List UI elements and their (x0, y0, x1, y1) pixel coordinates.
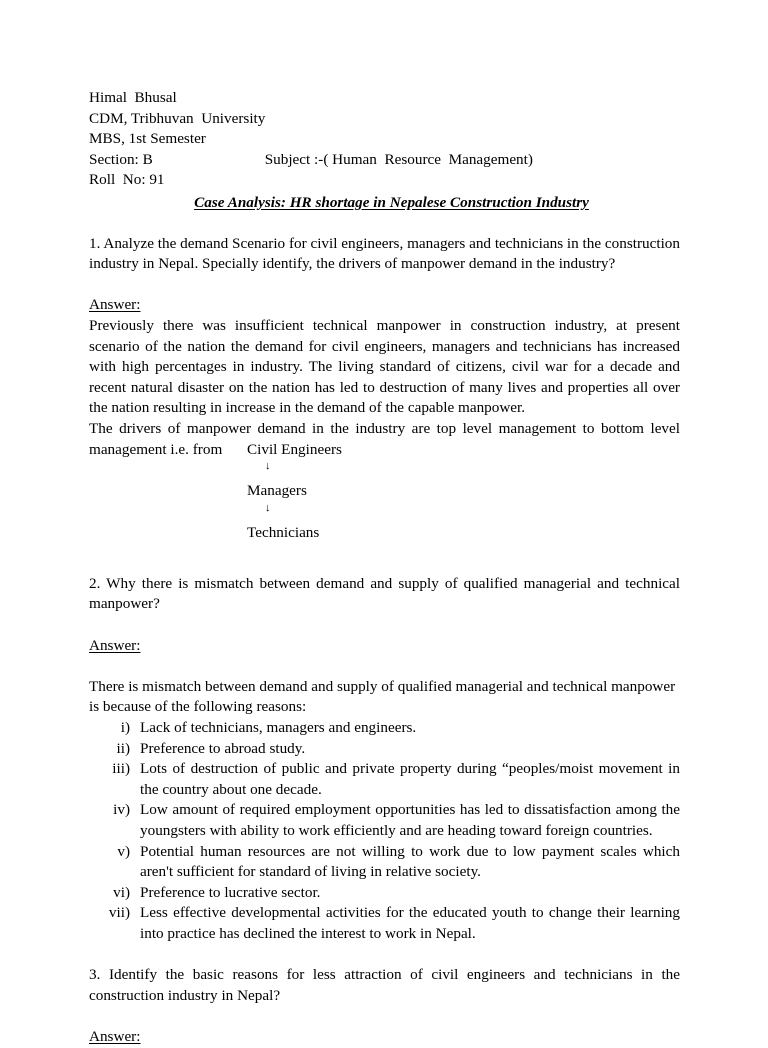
institution-line: CDM, Tribhuvan University (89, 109, 266, 127)
question-2-text: 2. Why there is mismatch between demand and supply of qualified managerial and technical manpower? (89, 574, 680, 613)
page-title: Case Analysis: HR shortage in Nepalese Construction Industry (194, 193, 589, 211)
flow-node-technicians: Technicians (247, 523, 320, 541)
list-item-text: Lots of destruction of public and private property during “peoples/moist movement in the country about one decade. (140, 760, 680, 798)
list-item (89, 739, 680, 760)
flow-node-managers: Managers (247, 482, 307, 500)
answer-2-intro: There is mismatch between demand and supply of qualified managerial and technical manpower is because of the following reasons: (89, 677, 676, 716)
answer-label-2 (89, 636, 680, 657)
spacer (89, 473, 680, 481)
list-item-text: Potential human resources are not willing to work due to low payment scales which aren't sufficient for standard of living in relative society. (140, 842, 680, 881)
list-marker: iv) (113, 801, 130, 819)
spacer (89, 275, 680, 296)
list-item-text: Less effective developmental activities for the educated youth to change their learning into practice has declined the interest to work in Nepal. (140, 904, 680, 942)
document-content (89, 88, 680, 1048)
spacer (89, 515, 680, 523)
down-arrow-icon: ↓ (265, 501, 271, 514)
spacer (89, 543, 680, 564)
list-item-text: Lack of technicians, managers and engineers. (140, 719, 417, 737)
section-subject-line (89, 150, 680, 171)
list-item (89, 718, 680, 739)
list-marker: vi) (113, 883, 130, 901)
answer-label-3 (89, 1027, 680, 1048)
list-item-text: Preference to abroad study. (140, 739, 306, 757)
list-item (89, 759, 680, 800)
list-marker: v) (117, 842, 130, 860)
question-1-text: 1. Analyze the demand Scenario for civil engineers, managers and technicians in the construction industry in Nepal. Specially identify, the drivers of manpower demand in the industry? (89, 234, 680, 273)
spacer (89, 945, 680, 966)
list-marker: iii) (112, 760, 130, 778)
reasons-list (89, 718, 680, 945)
spacer (89, 213, 680, 234)
answer-label-1-text: Answer: (89, 296, 141, 314)
list-marker: vii) (108, 904, 130, 922)
spacer (89, 615, 680, 636)
roll-number-line: Roll No: 91 (89, 171, 165, 189)
subject-label: Subject :-( Human Resource Management) (264, 150, 533, 168)
list-marker: ii) (116, 739, 130, 757)
list-item (89, 800, 680, 841)
answer-1-paragraph-1: Previously there was insufficient technical manpower in construction industry, at present scenario of the nation the demand for civil engineers, managers and technicians has increased with high percentages in industry. The living standard of citizens, civil war for a decade and recent natural disaster on the nation has led to destruction of many lives and properties all over the nation resulting in increase in the demand of the capable manpower. (89, 316, 680, 417)
header-block (89, 88, 680, 191)
list-item (89, 883, 680, 904)
down-arrow-icon: ↓ (265, 460, 271, 473)
answer-label-2-text: Answer: (89, 636, 141, 654)
list-marker: i) (120, 719, 130, 737)
program-line: MBS, 1st Semester (89, 130, 206, 148)
spacer (89, 656, 680, 677)
section-label: Section: B (89, 150, 153, 168)
list-item (89, 842, 680, 883)
answer-1-paragraph-2: The drivers of manpower demand in the industry are top level management to bottom level management i.e. from (89, 419, 680, 458)
list-item (89, 903, 680, 944)
list-item-text: Preference to lucrative sector. (140, 883, 321, 901)
spacer (89, 564, 680, 574)
flow-node-civil-engineers: Civil Engineers (247, 440, 342, 458)
flow-diagram-block (89, 419, 680, 543)
question-3-text: 3. Identify the basic reasons for less attraction of civil engineers and technicians in the construction industry in Nepal? (89, 966, 680, 1004)
list-item-text: Low amount of required employment opportunities has led to dissatisfaction among the youngsters with ability to work efficiently and are heading toward foreign countries. (140, 801, 680, 839)
author-name: Himal Bhusal (89, 89, 177, 106)
answer-label-3-text: Answer: (89, 1027, 141, 1045)
spacer (89, 1006, 680, 1027)
answer-label-1 (89, 295, 680, 316)
